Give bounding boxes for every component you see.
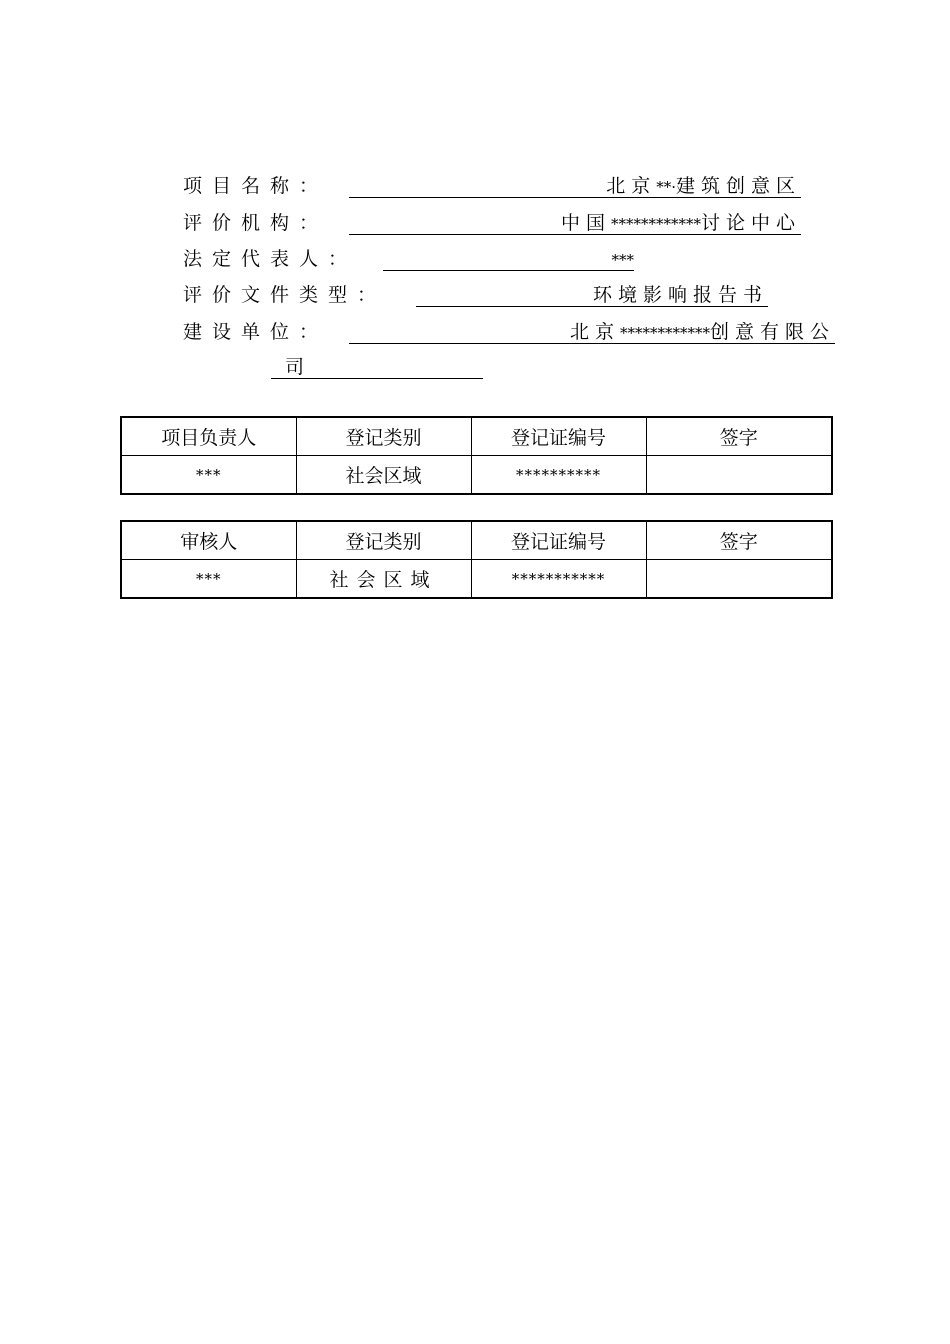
project-name-value-b: **· [656, 178, 676, 196]
agency-field [349, 211, 801, 235]
signature-cell [646, 456, 832, 495]
builder-value-d: 司 [285, 356, 311, 378]
project-name-value-a: 北京 [606, 175, 657, 197]
signature-cell [646, 560, 832, 599]
table-cell: *** [121, 560, 296, 599]
header-cell: 登记证编号 [471, 417, 646, 456]
header-cell: 登记类别 [296, 417, 471, 456]
table-row [121, 560, 832, 599]
builder-value-a: 北京 [569, 321, 620, 343]
project-name-field [349, 174, 801, 198]
builder-value-b: ************ [619, 324, 710, 342]
project-name-value-c: 建筑创意区 [675, 175, 801, 197]
builder-field-cont [271, 355, 483, 379]
agency-label: 评价机构： [183, 212, 329, 234]
doc-type-field [416, 283, 768, 307]
header-cell: 签字 [646, 521, 832, 560]
doc-type-label: 评价文件类型： [183, 284, 387, 306]
table-row [121, 456, 832, 495]
agency-value-c: 讨论中心 [700, 212, 801, 234]
header-cell: 项目负责人 [121, 417, 296, 456]
table-cell: ********** [471, 456, 646, 495]
table-cell: 社会区域 [296, 560, 471, 599]
project-name-label: 项目名称： [183, 175, 329, 197]
header-cell: 审核人 [121, 521, 296, 560]
agency-value-b: ************ [610, 215, 701, 233]
agency-value-a: 中国 [560, 212, 611, 234]
table-cell: 社会区域 [296, 456, 471, 495]
header-cell: 登记证编号 [471, 521, 646, 560]
table-cell: *********** [471, 560, 646, 599]
table-cell: *** [121, 456, 296, 495]
header-cell: 登记类别 [296, 521, 471, 560]
table-header-row [121, 417, 832, 456]
header-cell: 签字 [646, 417, 832, 456]
builder-label: 建设单位： [183, 321, 329, 343]
builder-value-c: 创意有限公 [709, 321, 835, 343]
reviewer-table [120, 520, 833, 599]
responsible-table [120, 416, 833, 495]
legal-rep-value: *** [611, 251, 634, 269]
builder-field [349, 320, 835, 344]
doc-type-value: 环境影响报告书 [592, 284, 768, 306]
legal-rep-field [383, 247, 634, 271]
table-header-row [121, 521, 832, 560]
legal-rep-label: 法定代表人： [183, 248, 358, 270]
